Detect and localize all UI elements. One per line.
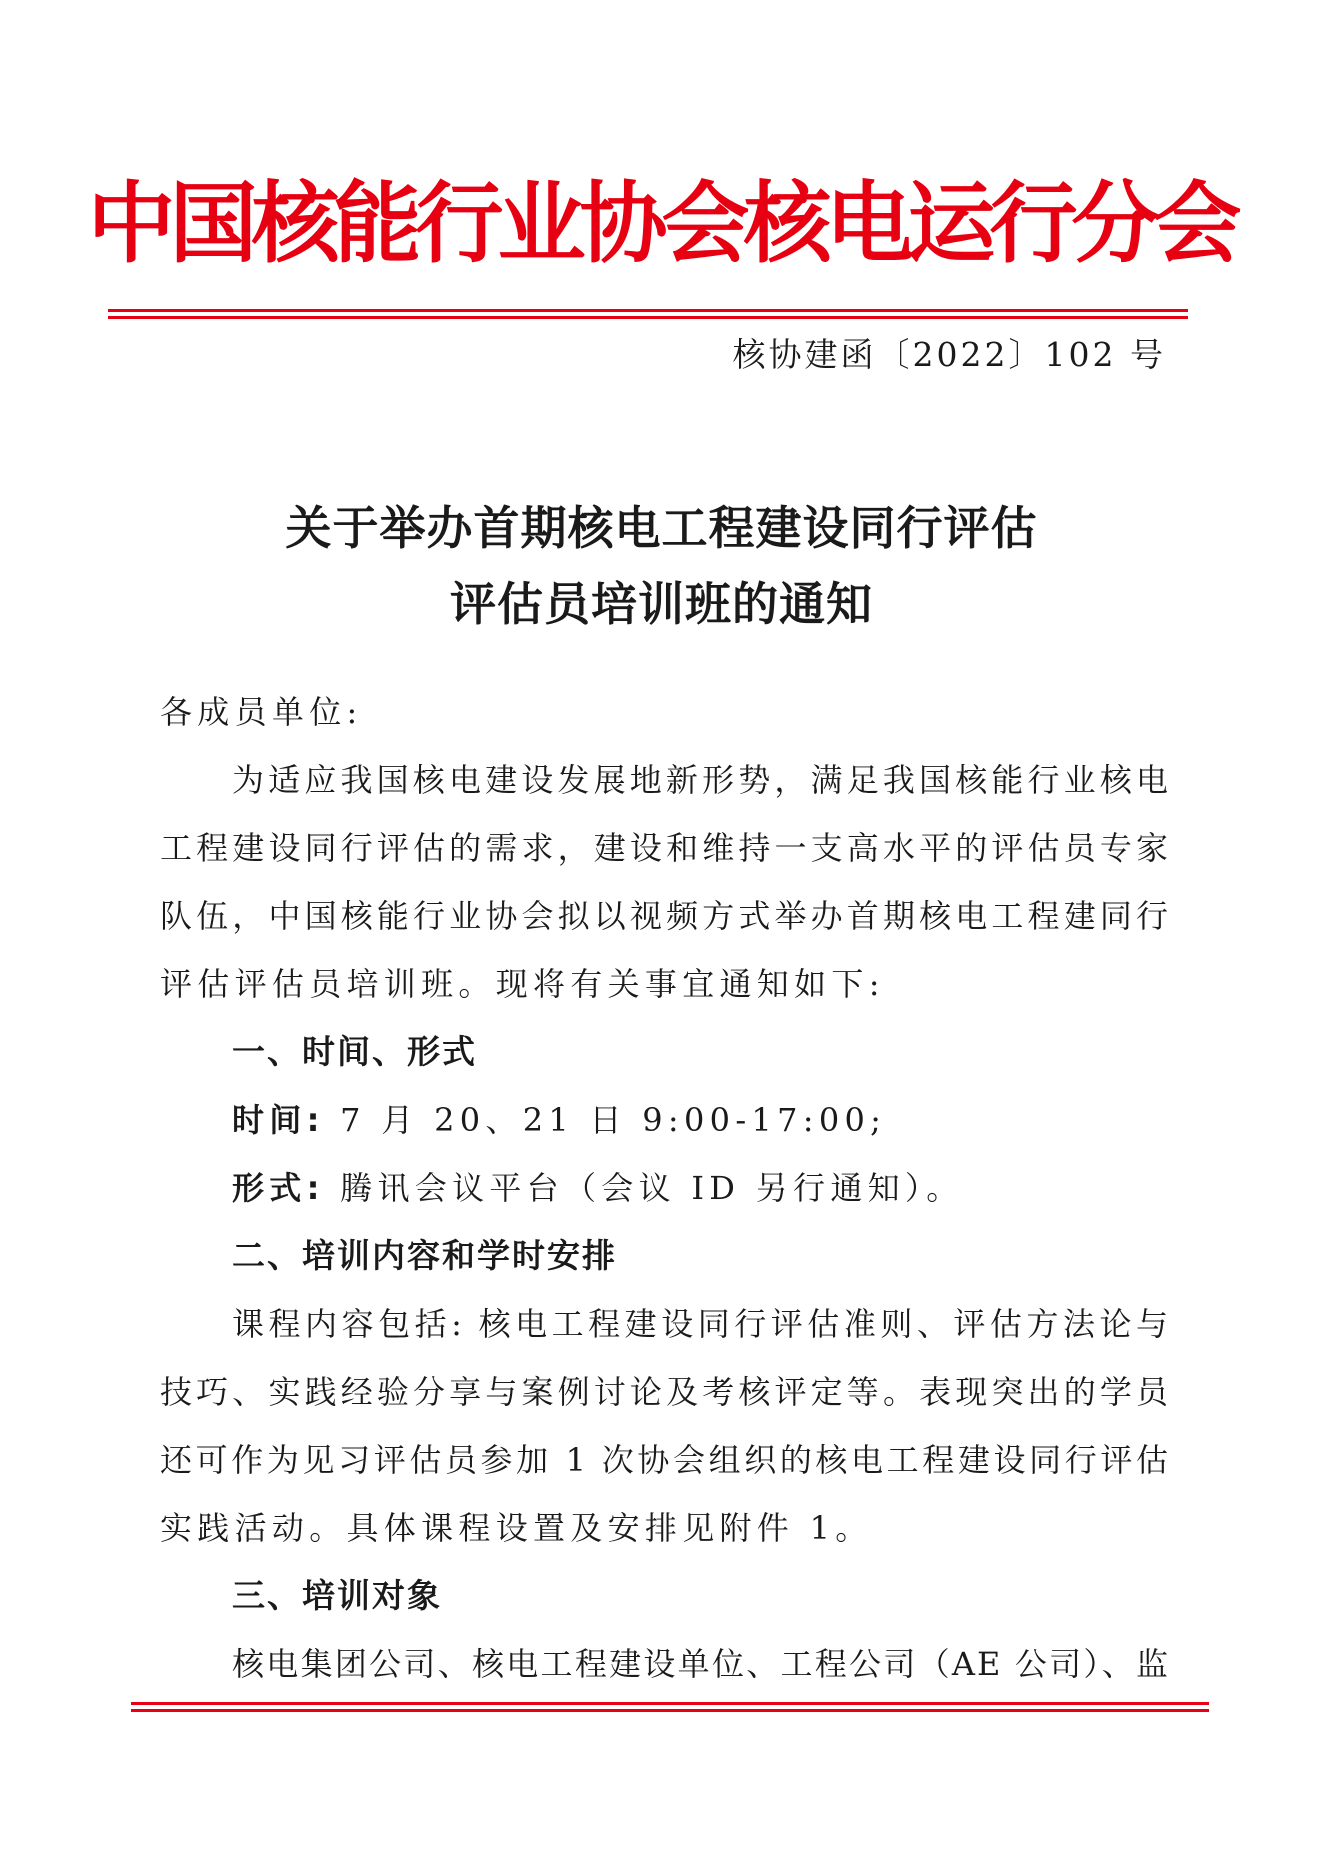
course-line: 课程内容包括: 核电工程建设同行评估准则、评估方法论与 xyxy=(232,1305,1170,1343)
section-heading-course-content: 二、培训内容和学时安排 xyxy=(232,1236,617,1275)
time-value: 7 月 20、21 日 9:00-17:00; xyxy=(324,1101,887,1139)
section-heading-trainees: 三、培训对象 xyxy=(232,1576,442,1615)
trainees-line: 核电集团公司、核电工程建设单位、工程公司（AE 公司）、监 xyxy=(232,1645,1170,1683)
course-line: 实践活动。具体课程设置及安排见附件 1。 xyxy=(160,1509,873,1547)
document-title-line-2: 评估员培训班的通知 xyxy=(450,577,873,631)
course-line: 还可作为见习评估员参加 1 次协会组织的核电工程建设同行评估 xyxy=(160,1441,1170,1479)
document-number: 核协建函〔2022〕102 号 xyxy=(732,335,1166,374)
salutation: 各成员单位: xyxy=(160,693,363,731)
footer-divider xyxy=(131,1702,1209,1705)
document-title-line-1: 关于举办首期核电工程建设同行评估 xyxy=(285,501,1038,555)
header-divider-second xyxy=(108,316,1188,319)
intro-line: 评估评估员培训班。现将有关事宜通知如下: xyxy=(160,965,885,1003)
organization-header: 中国核能行业协会核电运行分会 xyxy=(87,171,1236,275)
intro-line: 队伍，中国核能行业协会拟以视频方式举办首期核电工程建同行 xyxy=(160,897,1170,935)
footer-divider-second xyxy=(131,1709,1209,1712)
format-label: 形式: xyxy=(232,1169,325,1207)
intro-line: 为适应我国核电建设发展地新形势，满足我国核能行业核电 xyxy=(232,761,1170,799)
time-line xyxy=(232,1098,1170,1142)
format-value: 腾讯会议平台（会议 ID 另行通知）。 xyxy=(324,1169,964,1207)
intro-line: 工程建设同行评估的需求，建设和维持一支高水平的评估员专家 xyxy=(160,829,1170,867)
header-divider xyxy=(108,309,1188,312)
time-label: 时间: xyxy=(232,1101,325,1139)
course-line: 技巧、实践经验分享与案例讨论及考核评定等。表现突出的学员 xyxy=(160,1373,1170,1411)
section-heading-time-format: 一、时间、形式 xyxy=(232,1032,477,1071)
format-line xyxy=(232,1166,1170,1210)
